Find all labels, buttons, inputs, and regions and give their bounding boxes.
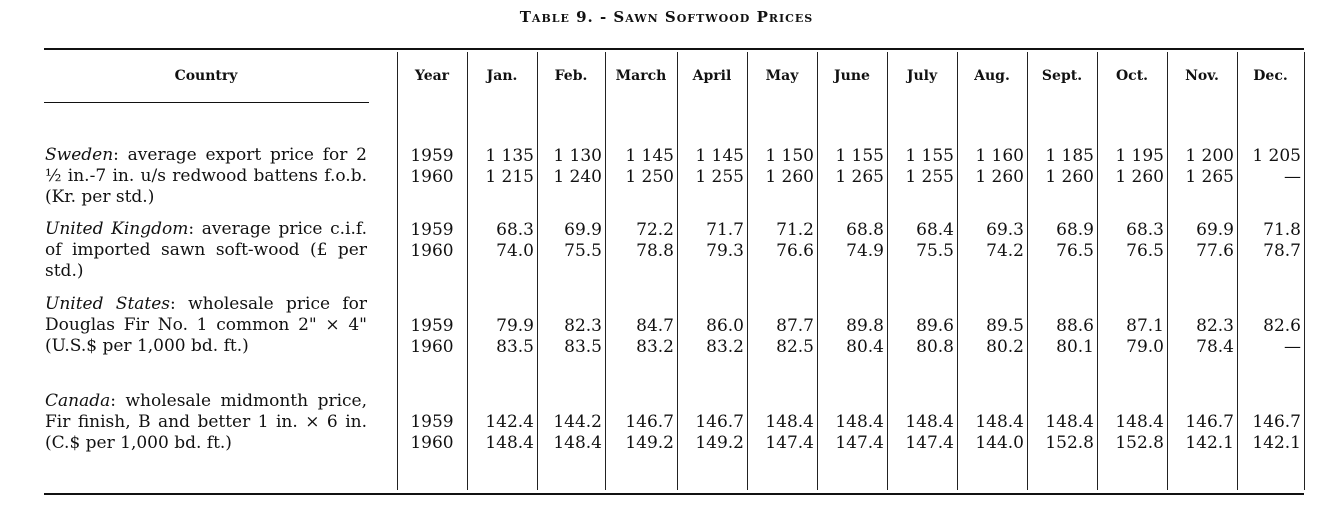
table-cell: 68.3	[496, 220, 534, 240]
table-cell: 1 150	[765, 146, 814, 166]
table-cell: 144.0	[975, 433, 1024, 453]
table-cell: 146.7	[625, 412, 674, 432]
table-cell: 1 195	[1115, 146, 1164, 166]
column-separator	[1304, 52, 1305, 490]
year-cell: 1960	[410, 167, 454, 187]
table-cell: 1 255	[905, 167, 954, 187]
table-cell: 79.0	[1126, 337, 1164, 357]
table-cell: 83.5	[496, 337, 534, 357]
table-cell: 147.4	[765, 433, 814, 453]
table-cell: 146.7	[1252, 412, 1301, 432]
table-cell: 1 155	[835, 146, 884, 166]
header-year: Year	[414, 68, 450, 84]
table-cell: 69.9	[1196, 220, 1234, 240]
table-cell: 74.2	[986, 241, 1024, 261]
table-cell: 1 205	[1252, 146, 1301, 166]
year-cell: 1960	[410, 337, 454, 357]
table-cell: 76.6	[776, 241, 814, 261]
table-cell: 69.9	[564, 220, 602, 240]
table-cell: 68.4	[916, 220, 954, 240]
table-cell: 76.5	[1126, 241, 1164, 261]
table-cell: 148.4	[905, 412, 954, 432]
table-cell: 78.8	[636, 241, 674, 261]
table-cell: 1 265	[835, 167, 884, 187]
table-cell: 149.2	[625, 433, 674, 453]
table-cell: 72.2	[636, 220, 674, 240]
table-cell: 1 255	[695, 167, 744, 187]
table-cell: 76.5	[1056, 241, 1094, 261]
table-cell: 80.4	[846, 337, 884, 357]
table-cell: 89.5	[986, 316, 1024, 336]
top-rule	[44, 48, 1304, 50]
table-cell: 147.4	[905, 433, 954, 453]
table-cell: 74.0	[496, 241, 534, 261]
table-cell: 1 145	[695, 146, 744, 166]
table-cell: 1 260	[975, 167, 1024, 187]
year-cell: 1959	[410, 316, 454, 336]
header-month: March	[615, 68, 667, 84]
year-cell: 1959	[410, 146, 454, 166]
header-month: Nov.	[1185, 68, 1219, 84]
table-cell: 1 240	[553, 167, 602, 187]
country-detail: : average price c.i.f. of imported sawn soft-wood (£ per std.)	[45, 219, 367, 281]
table-cell: 68.9	[1056, 220, 1094, 240]
table-cell: 152.8	[1045, 433, 1094, 453]
country-description	[45, 294, 367, 357]
table-cell: 75.5	[564, 241, 602, 261]
table-cell: 148.4	[553, 433, 602, 453]
country-name: Canada	[45, 391, 111, 411]
country-name: United States	[45, 294, 171, 314]
table-cell: —	[1284, 167, 1301, 187]
table-cell: 148.4	[765, 412, 814, 432]
table-cell: 77.6	[1196, 241, 1234, 261]
country-detail: : average export price for 2 ½ in.-7 in. u/s redwood battens f.o.b. (Kr. per std.)	[45, 145, 367, 207]
table-cell: 1 265	[1185, 167, 1234, 187]
header-month: June	[834, 68, 870, 84]
table-cell: 87.7	[776, 316, 814, 336]
table-cell: 142.1	[1185, 433, 1234, 453]
table-cell: 82.3	[564, 316, 602, 336]
table-cell: 79.9	[496, 316, 534, 336]
header-month: May	[765, 68, 799, 84]
country-description	[45, 391, 367, 454]
year-cell: 1959	[410, 412, 454, 432]
bottom-rule	[44, 493, 1304, 495]
country-description	[45, 219, 367, 282]
table-cell: 83.5	[564, 337, 602, 357]
table-cell: 146.7	[695, 412, 744, 432]
country-name: United Kingdom	[45, 219, 189, 239]
country-detail: : wholesale midmonth price, Fir finish, B and better 1 in. × 6 in. (C.$ per 1,000 bd. ft.)	[45, 391, 367, 453]
table-cell: 89.6	[916, 316, 954, 336]
table-cell: 1 155	[905, 146, 954, 166]
table-cell: 88.6	[1056, 316, 1094, 336]
table-cell: 89.8	[846, 316, 884, 336]
table-cell: 68.3	[1126, 220, 1164, 240]
year-cell: 1959	[410, 220, 454, 240]
year-cell: 1960	[410, 241, 454, 261]
table-title: Table 9. - Sawn Softwood Prices	[519, 8, 814, 26]
header-rule	[44, 102, 369, 103]
table-cell: 1 145	[625, 146, 674, 166]
header-month: Feb.	[554, 68, 588, 84]
header-month: Jan.	[486, 68, 518, 84]
table-cell: 71.8	[1263, 220, 1301, 240]
table-cell: 148.4	[975, 412, 1024, 432]
table-cell: 149.2	[695, 433, 744, 453]
table-cell: 152.8	[1115, 433, 1164, 453]
country-detail: : wholesale price for Douglas Fir No. 1 common 2" × 4" (U.S.$ per 1,000 bd. ft.)	[45, 294, 367, 356]
table-cell: 82.3	[1196, 316, 1234, 336]
table-cell: —	[1284, 337, 1301, 357]
table-cell: 68.8	[846, 220, 884, 240]
table-cell: 80.2	[986, 337, 1024, 357]
table-cell: 1 130	[553, 146, 602, 166]
header-country: Country	[174, 68, 238, 84]
table-cell: 83.2	[706, 337, 744, 357]
table-cell: 74.9	[846, 241, 884, 261]
table-cell: 1 160	[975, 146, 1024, 166]
table-cell: 82.6	[1263, 316, 1301, 336]
table-cell: 148.4	[1045, 412, 1094, 432]
table-cell: 148.4	[485, 433, 534, 453]
table-cell: 82.5	[776, 337, 814, 357]
country-description	[45, 145, 367, 208]
table-cell: 69.3	[986, 220, 1024, 240]
country-name: Sweden	[45, 145, 114, 165]
table-cell: 1 200	[1185, 146, 1234, 166]
table-cell: 142.4	[485, 412, 534, 432]
table-cell: 79.3	[706, 241, 744, 261]
table-cell: 1 135	[485, 146, 534, 166]
header-month: Aug.	[974, 68, 1010, 84]
table-cell: 1 260	[1045, 167, 1094, 187]
year-cell: 1960	[410, 433, 454, 453]
header-month: Sept.	[1041, 68, 1083, 84]
table-cell: 1 260	[765, 167, 814, 187]
table-cell: 83.2	[636, 337, 674, 357]
table-cell: 148.4	[835, 412, 884, 432]
table-cell: 80.1	[1056, 337, 1094, 357]
header-month: July	[906, 68, 938, 84]
table-cell: 71.2	[776, 220, 814, 240]
header-month: April	[692, 68, 732, 84]
table-cell: 1 260	[1115, 167, 1164, 187]
table-cell: 1 215	[485, 167, 534, 187]
table-cell: 84.7	[636, 316, 674, 336]
table-cell: 147.4	[835, 433, 884, 453]
table-cell: 1 185	[1045, 146, 1094, 166]
table-cell: 75.5	[916, 241, 954, 261]
table-cell: 146.7	[1185, 412, 1234, 432]
table-cell: 71.7	[706, 220, 744, 240]
table-cell: 144.2	[553, 412, 602, 432]
table-cell: 148.4	[1115, 412, 1164, 432]
table-cell: 78.4	[1196, 337, 1234, 357]
header-month: Oct.	[1115, 68, 1149, 84]
table-cell: 86.0	[706, 316, 744, 336]
table-cell: 80.8	[916, 337, 954, 357]
table-cell: 78.7	[1263, 241, 1301, 261]
table-cell: 1 250	[625, 167, 674, 187]
header-month: Dec.	[1253, 68, 1288, 84]
table-cell: 142.1	[1252, 433, 1301, 453]
table-cell: 87.1	[1126, 316, 1164, 336]
